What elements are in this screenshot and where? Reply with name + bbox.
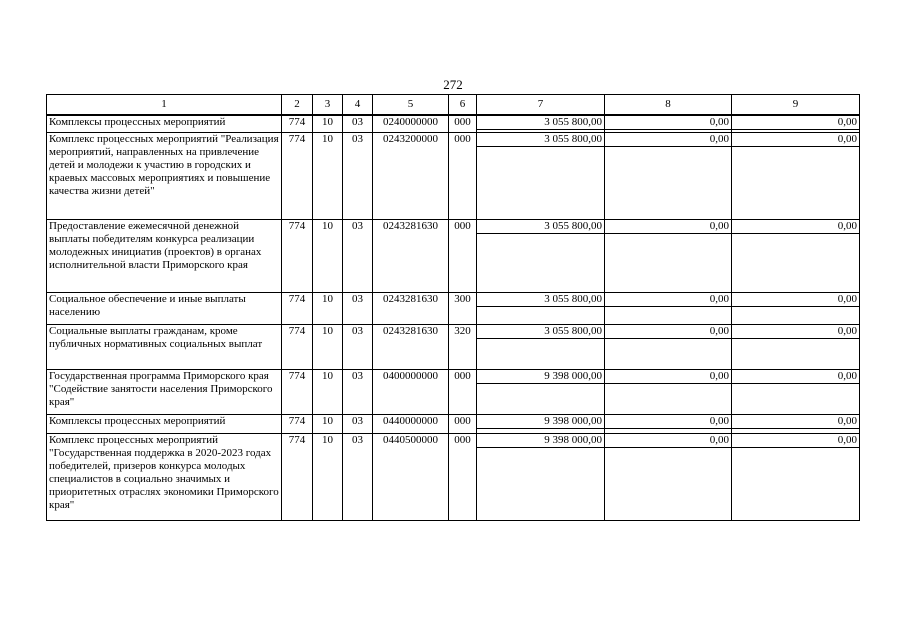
column-header-3: 3 [313, 95, 343, 116]
page-number: 272 [443, 77, 463, 92]
expense-type-code: 300 [449, 293, 477, 325]
expense-type-code: 000 [449, 434, 477, 521]
amount-col9-value: 0,00 [732, 434, 859, 448]
subsection-code: 03 [343, 325, 373, 370]
amount-col9 [732, 133, 860, 220]
expense-type-code: 000 [449, 220, 477, 293]
amount-col8-value: 0,00 [605, 220, 731, 234]
amount-col7-value: 9 398 000,00 [477, 434, 604, 448]
target-article-code: 0400000000 [373, 370, 449, 415]
table-row [47, 293, 860, 325]
amount-col8 [605, 370, 732, 415]
amount-col9-value: 0,00 [732, 293, 859, 307]
subsection-code: 03 [343, 370, 373, 415]
amount-col7-value: 9 398 000,00 [477, 415, 604, 429]
amount-col7 [477, 415, 605, 434]
expense-type-code: 000 [449, 133, 477, 220]
header-row [47, 95, 860, 116]
amount-col8-value: 0,00 [605, 133, 731, 147]
amount-col9 [732, 220, 860, 293]
amount-col7-value: 3 055 800,00 [477, 116, 604, 130]
table-row [47, 325, 860, 370]
expense-type-code: 000 [449, 115, 477, 133]
section-code: 10 [313, 370, 343, 415]
amount-col8 [605, 325, 732, 370]
target-article-code: 0243281630 [373, 325, 449, 370]
row-name: Социальные выплаты гражданам, кроме публичных нормативных социальных выплат [47, 325, 282, 370]
subsection-code: 03 [343, 133, 373, 220]
section-code: 10 [313, 325, 343, 370]
ministry-code: 774 [282, 325, 313, 370]
amount-col8 [605, 220, 732, 293]
column-header-2: 2 [282, 95, 313, 116]
target-article-code: 0243200000 [373, 133, 449, 220]
amount-col8 [605, 115, 732, 133]
amount-col8-value: 0,00 [605, 116, 731, 130]
row-name: Комплекс процессных мероприятий "Государственная поддержка в 2020-2023 годах победителей, призеров конкурса молодых специалистов в социально значимых и приоритетных отраслях экономики Приморского края" [47, 434, 282, 521]
column-header-1: 1 [47, 95, 282, 116]
table-row [47, 220, 860, 293]
amount-col8-value: 0,00 [605, 434, 731, 448]
amount-col9-value: 0,00 [732, 325, 859, 339]
amount-col7 [477, 434, 605, 521]
subsection-code: 03 [343, 415, 373, 434]
table-row [47, 434, 860, 521]
amount-col7 [477, 115, 605, 133]
ministry-code: 774 [282, 220, 313, 293]
column-header-8: 8 [605, 95, 732, 116]
target-article-code: 0243281630 [373, 293, 449, 325]
section-code: 10 [313, 434, 343, 521]
row-name: Комплексы процессных мероприятий [47, 115, 282, 133]
ministry-code: 774 [282, 370, 313, 415]
amount-col8 [605, 133, 732, 220]
amount-col9 [732, 434, 860, 521]
subsection-code: 03 [343, 115, 373, 133]
table-row [47, 370, 860, 415]
amount-col7 [477, 370, 605, 415]
amount-col9-value: 0,00 [732, 116, 859, 130]
table-row [47, 415, 860, 434]
amount-col7-value: 3 055 800,00 [477, 325, 604, 339]
row-name: Комплексы процессных мероприятий [47, 415, 282, 434]
expense-type-code: 000 [449, 415, 477, 434]
amount-col7-value: 3 055 800,00 [477, 220, 604, 234]
amount-col9-value: 0,00 [732, 370, 859, 384]
row-name: Социальное обеспечение и иные выплаты населению [47, 293, 282, 325]
row-name: Предоставление ежемесячной денежной выплаты победителям конкурса реализации молодежных инициатив (проектов) в органах исполнительной власти Приморского края [47, 220, 282, 293]
amount-col7-value: 3 055 800,00 [477, 133, 604, 147]
amount-col9 [732, 293, 860, 325]
amount-col8-value: 0,00 [605, 415, 731, 429]
amount-col9 [732, 415, 860, 434]
amount-col8 [605, 293, 732, 325]
amount-col9-value: 0,00 [732, 220, 859, 234]
row-name: Комплекс процессных мероприятий "Реализация мероприятий, направленных на привлечение детей и молодежи к участию в городских и краевых массовых мероприятиях и повышение качества жизни детей" [47, 133, 282, 220]
section-code: 10 [313, 415, 343, 434]
amount-col9 [732, 325, 860, 370]
column-header-7: 7 [477, 95, 605, 116]
ministry-code: 774 [282, 415, 313, 434]
table-row [47, 115, 860, 133]
amount-col9-value: 0,00 [732, 415, 859, 429]
target-article-code: 0440000000 [373, 415, 449, 434]
amount-col9 [732, 370, 860, 415]
amount-col8-value: 0,00 [605, 293, 731, 307]
section-code: 10 [313, 133, 343, 220]
amount-col7-value: 3 055 800,00 [477, 293, 604, 307]
amount-col8-value: 0,00 [605, 370, 731, 384]
column-header-5: 5 [373, 95, 449, 116]
target-article-code: 0243281630 [373, 220, 449, 293]
amount-col8-value: 0,00 [605, 325, 731, 339]
table-row [47, 133, 860, 220]
amount-col8 [605, 434, 732, 521]
amount-col7 [477, 293, 605, 325]
ministry-code: 774 [282, 115, 313, 133]
amount-col9-value: 0,00 [732, 133, 859, 147]
amount-col9 [732, 115, 860, 133]
subsection-code: 03 [343, 293, 373, 325]
budget-table [46, 94, 860, 521]
expense-type-code: 320 [449, 325, 477, 370]
section-code: 10 [313, 115, 343, 133]
row-name: Государственная программа Приморского края "Содействие занятости населения Приморского края" [47, 370, 282, 415]
ministry-code: 774 [282, 434, 313, 521]
section-code: 10 [313, 293, 343, 325]
amount-col8 [605, 415, 732, 434]
target-article-code: 0440500000 [373, 434, 449, 521]
target-article-code: 0240000000 [373, 115, 449, 133]
amount-col7 [477, 325, 605, 370]
amount-col7 [477, 220, 605, 293]
amount-col7-value: 9 398 000,00 [477, 370, 604, 384]
subsection-code: 03 [343, 434, 373, 521]
amount-col7 [477, 133, 605, 220]
subsection-code: 03 [343, 220, 373, 293]
column-header-6: 6 [449, 95, 477, 116]
section-code: 10 [313, 220, 343, 293]
ministry-code: 774 [282, 293, 313, 325]
column-header-9: 9 [732, 95, 860, 116]
ministry-code: 774 [282, 133, 313, 220]
expense-type-code: 000 [449, 370, 477, 415]
column-header-4: 4 [343, 95, 373, 116]
